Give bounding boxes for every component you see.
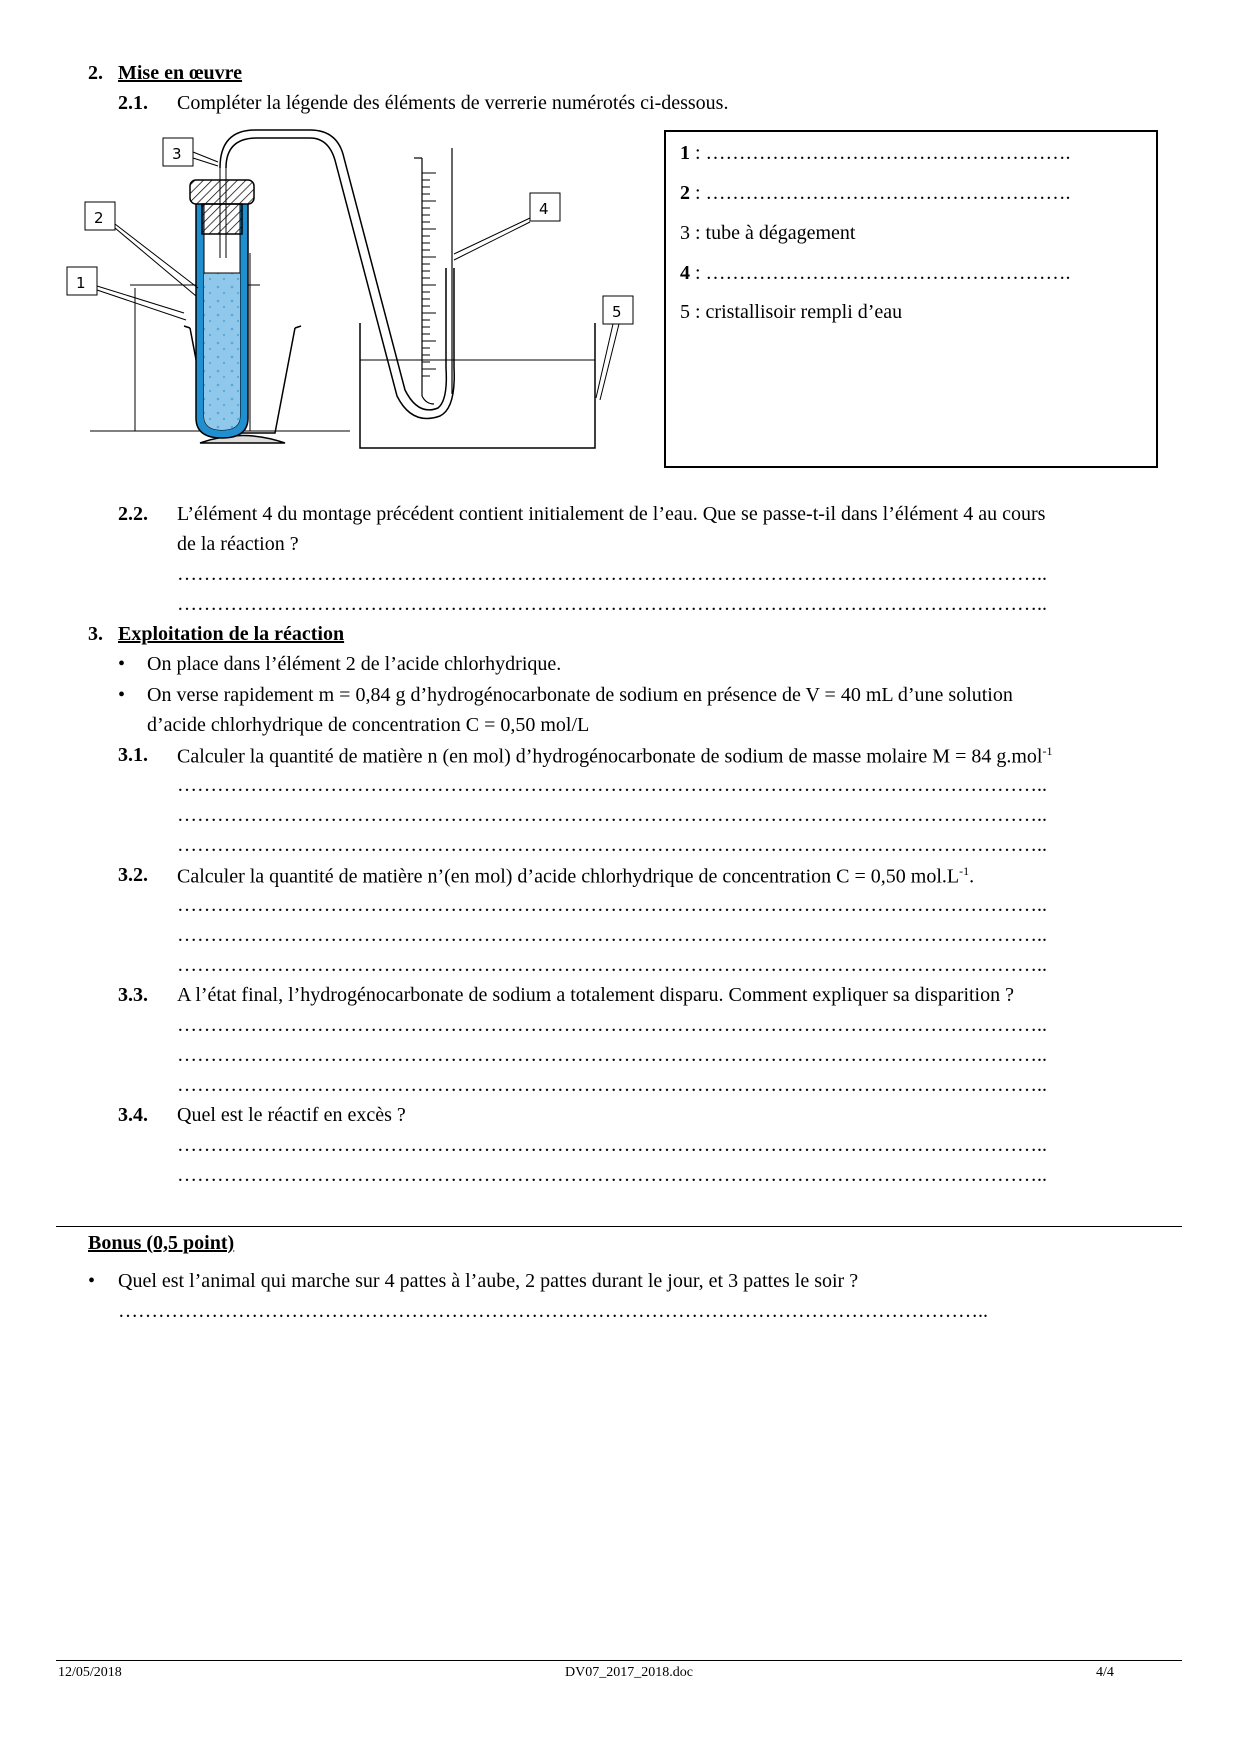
q31-answer-line[interactable]: ………………………………………………………………………………………………………………….. bbox=[177, 804, 1047, 826]
q32-answer-line[interactable]: ………………………………………………………………………………………………………………….. bbox=[177, 924, 1047, 946]
legend-item-3: 3 : tube à dégagement bbox=[680, 222, 856, 244]
bonus-answer-line[interactable]: ………………………………………………………………………………………………………………….. bbox=[118, 1300, 988, 1322]
q21-number: 2.1. bbox=[118, 92, 148, 114]
q22-text-line2: de la réaction ? bbox=[177, 533, 299, 555]
q22-answer-line[interactable]: ………………………………………………………………………………………………………………….. bbox=[177, 593, 1047, 615]
callout-3-label: 3 bbox=[172, 145, 182, 163]
legend-item-4: 4 : ………………………………………………. bbox=[680, 262, 1071, 284]
q22-number: 2.2. bbox=[118, 503, 148, 525]
bonus-title: Bonus (0,5 point) bbox=[88, 1232, 235, 1254]
q32-number: 3.2. bbox=[118, 864, 148, 886]
bullet-icon: • bbox=[88, 1270, 96, 1292]
bullet2-text-line2: d’acide chlorhydrique de concentration C = 0,50 mol/L bbox=[147, 714, 590, 736]
section-3-title: Exploitation de la réaction bbox=[118, 623, 345, 645]
bonus-question: Quel est l’animal qui marche sur 4 pattes à l’aube, 2 pattes durant le jour, et 3 pattes le soir ? bbox=[118, 1270, 859, 1292]
footer-page: 4/4 bbox=[1096, 1665, 1114, 1680]
q32-text: Calculer la quantité de matière n’(en mol) d’acide chlorhydrique de concentration C = 0,50 $mol.L^{-1}$. bbox=[177, 864, 975, 888]
section-2-title: Mise en œuvre bbox=[118, 62, 243, 84]
q34-answer-line[interactable]: ………………………………………………………………………………………………………………….. bbox=[177, 1134, 1047, 1156]
bullet-icon: • bbox=[118, 684, 126, 706]
legend-item-1: 1 : ………………………………………………. bbox=[680, 142, 1071, 164]
q34-text: Quel est le réactif en excès ? bbox=[177, 1104, 406, 1126]
callout-5-label: 5 bbox=[612, 303, 622, 321]
callout-4-label: 4 bbox=[539, 200, 549, 218]
footer-filename: DV07_2017_2018.doc bbox=[565, 1665, 693, 1680]
apparatus-diagram bbox=[60, 128, 660, 468]
q34-number: 3.4. bbox=[118, 1104, 148, 1126]
legend-item-5: 5 : cristallisoir rempli d’eau bbox=[680, 301, 903, 323]
legend-item-2: 2 : ………………………………………………. bbox=[680, 182, 1071, 204]
q33-answer-line[interactable]: ………………………………………………………………………………………………………………….. bbox=[177, 1014, 1047, 1036]
q32-answer-line[interactable]: ………………………………………………………………………………………………………………….. bbox=[177, 954, 1047, 976]
footer-rule bbox=[56, 1660, 1182, 1661]
q33-text: A l’état final, l’hydrogénocarbonate de sodium a totalement disparu. Comment expliquer sa disparition ? bbox=[177, 984, 1014, 1006]
footer-date: 12/05/2018 bbox=[58, 1665, 122, 1680]
callout-1-label: 1 bbox=[76, 274, 86, 292]
section-2-number: 2. bbox=[88, 62, 103, 84]
q32-answer-line[interactable]: ………………………………………………………………………………………………………………….. bbox=[177, 894, 1047, 916]
q31-number: 3.1. bbox=[118, 744, 148, 766]
crystallizer-5 bbox=[360, 323, 595, 448]
q33-answer-line[interactable]: ………………………………………………………………………………………………………………….. bbox=[177, 1074, 1047, 1096]
test-tube-2 bbox=[196, 204, 248, 438]
q31-answer-line[interactable]: ………………………………………………………………………………………………………………….. bbox=[177, 774, 1047, 796]
q22-text-line1: L’élément 4 du montage précédent contient initialement de l’eau. Que se passe-t-il dans l’élément 4 au cours bbox=[177, 503, 1046, 525]
q31-text: Calculer la quantité de matière n (en mol) d’hydrogénocarbonate de sodium de masse molaire M = 84 g.mol$^{-1}$ bbox=[177, 744, 1053, 768]
bullet1-text: On place dans l’élément 2 de l’acide chlorhydrique. bbox=[147, 653, 562, 675]
section-3-number: 3. bbox=[88, 623, 103, 645]
bullet2-text-line1: On verse rapidement m = 0,84 g d’hydrogénocarbonate de sodium en présence de V = 40 mL d’une solution bbox=[147, 684, 1013, 706]
callout-2-label: 2 bbox=[94, 209, 104, 227]
q31-answer-line[interactable]: ………………………………………………………………………………………………………………….. bbox=[177, 834, 1047, 856]
legend-box bbox=[664, 130, 1158, 468]
delivery-tube-3 bbox=[220, 130, 454, 419]
q34-answer-line[interactable]: ………………………………………………………………………………………………………………….. bbox=[177, 1164, 1047, 1186]
bullet-icon: • bbox=[118, 653, 126, 675]
q33-answer-line[interactable]: ………………………………………………………………………………………………………………….. bbox=[177, 1044, 1047, 1066]
q22-answer-line[interactable]: ………………………………………………………………………………………………………………….. bbox=[177, 563, 1047, 585]
q21-text: Compléter la légende des éléments de verrerie numérotés ci-dessous. bbox=[177, 92, 729, 114]
section-divider bbox=[56, 1226, 1182, 1227]
q33-number: 3.3. bbox=[118, 984, 148, 1006]
